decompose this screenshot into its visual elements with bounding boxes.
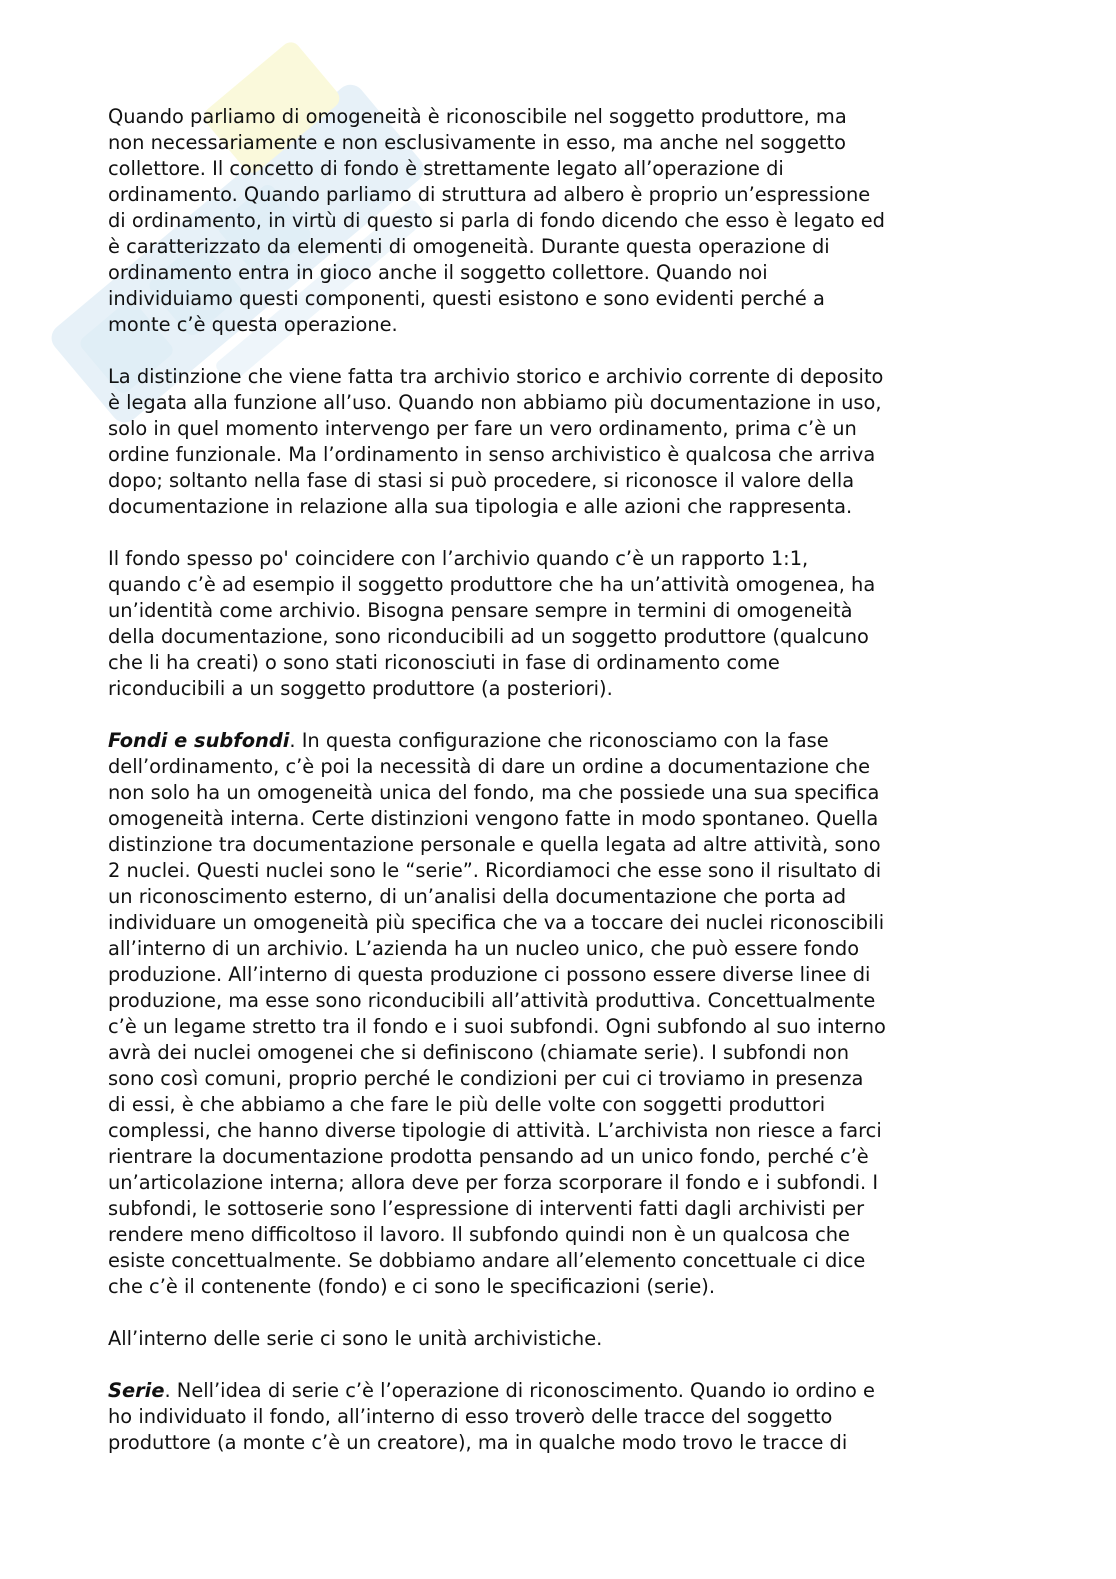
paragraph-text: . Nell’idea di serie c’è l’operazione di riconoscimento. Quando io ordino e ho individuato il fondo, all’interno di esso troverò delle tracce del soggetto produttore (a monte c’è un creatore), ma in qualche modo trovo le tracce di xyxy=(108,1379,875,1454)
paragraph-text: . In questa configurazione che riconosciamo con la fase dell’ordinamento, c’è poi la necessità di dare un ordine a documentazione che non solo ha un omogeneità unica del fondo, ma che possiede una sua specifica omogeneità interna. Certe distinzioni vengono fatte in modo spontaneo. Quella distinzione tra documentazione personale e quella legata ad altre attività, sono 2 nuclei. Questi nuclei sono le “serie”. Ricordiamoci che esse sono il risultato di un riconoscimento esterno, di un’analisi della documentazione che porta ad individuare un omogeneità più specifica che va a toccare dei nuclei riconoscibili all’interno di un archivio. L’azienda ha un nucleo unico, che può essere fondo produzione. All’interno di questa produzione ci possono essere diverse linee di produzione, ma esse sono riconducibili all’attività produttiva. Concettualmente c’è un legame stretto tra il fondo e i suoi subfondi. Ogni subfondo al suo interno avrà dei nuclei omogenei che si definiscono (chiamate serie). I subfondi non sono così comuni, proprio perché le condizioni per cui ci troviamo in presenza di essi, è che abbiamo a che fare le più delle volte con soggetti produttori complessi, che hanno diverse tipologie di attività. L’archivista non riesce a farci rientrare la documentazione prodotta pensando ad un unico fondo, perché c’è un’articolazione interna; allora deve per forza scorporare il fondo e i subfondi. I subfondi, le sottoserie sono l’espressione di interventi fatti dagli archivisti per rendere meno difficoltoso il lavoro. Il subfondo quindi non è un qualcosa che esiste concettualmente. Se dobbiamo andare all’elemento concettuale ci dice che c’è il contenente (fondo) e ci sono le specificazioni (serie). xyxy=(108,729,886,1298)
paragraph-text: Quando parliamo di omogeneità è riconoscibile nel soggetto produttore, ma non necessariamente e non esclusivamente in esso, ma anche nel soggetto collettore. Il concetto di fondo è strettamente legato all’operazione di ordinamento. Quando parliamo di struttura ad albero è proprio un’espressione di ordinamento, in virtù di questo si parla di fondo dicendo che esso è legato ed è caratterizzato da elementi di omogeneità. Durante questa operazione di ordinamento entra in gioco anche il soggetto collettore. Quando noi individuiamo questi componenti, questi esistono e sono evidenti perché a monte c’è questa operazione. xyxy=(108,105,885,336)
paragraph-text: Il fondo spesso po' coincidere con l’archivio quando c’è un rapporto 1:1, quando c’è ad esempio il soggetto produttore che ha un’attività omogenea, ha un’identità come archivio. Bisogna pensare sempre in termini di omogeneità della documentazione, sono riconducibili ad un soggetto produttore (qualcuno che li ha creati) o sono stati riconosciuti in fase di ordinamento come riconducibili a un soggetto produttore (a posteriori). xyxy=(108,547,876,700)
paragraph-omogeneita xyxy=(108,104,1013,338)
paragraph-fondo-archivio xyxy=(108,546,1013,702)
paragraph-serie xyxy=(108,1378,1013,1456)
paragraph-text: La distinzione che viene fatta tra archivio storico e archivio corrente di deposito è legata alla funzione all’uso. Quando non abbiamo più documentazione in uso, solo in quel momento intervengo per fare un vero ordinamento, prima c’è un ordine funzionale. Ma l’ordinamento in senso archivistico è qualcosa che arriva dopo; soltanto nella fase di stasi si può procedere, si riconosce il valore della documentazione in relazione alla sua tipologia e alle azioni che rappresenta. xyxy=(108,365,884,518)
paragraph-distinzione xyxy=(108,364,1013,520)
section-heading-serie: Serie xyxy=(108,1379,165,1402)
paragraph-unita-archivistiche xyxy=(108,1326,1013,1352)
document-page xyxy=(108,104,1013,1482)
paragraph-fondi-subfondi xyxy=(108,728,1013,1300)
paragraph-text: All’interno delle serie ci sono le unità archivistiche. xyxy=(108,1327,603,1350)
section-heading-fondi-subfondi: Fondi e subfondi xyxy=(108,729,290,752)
